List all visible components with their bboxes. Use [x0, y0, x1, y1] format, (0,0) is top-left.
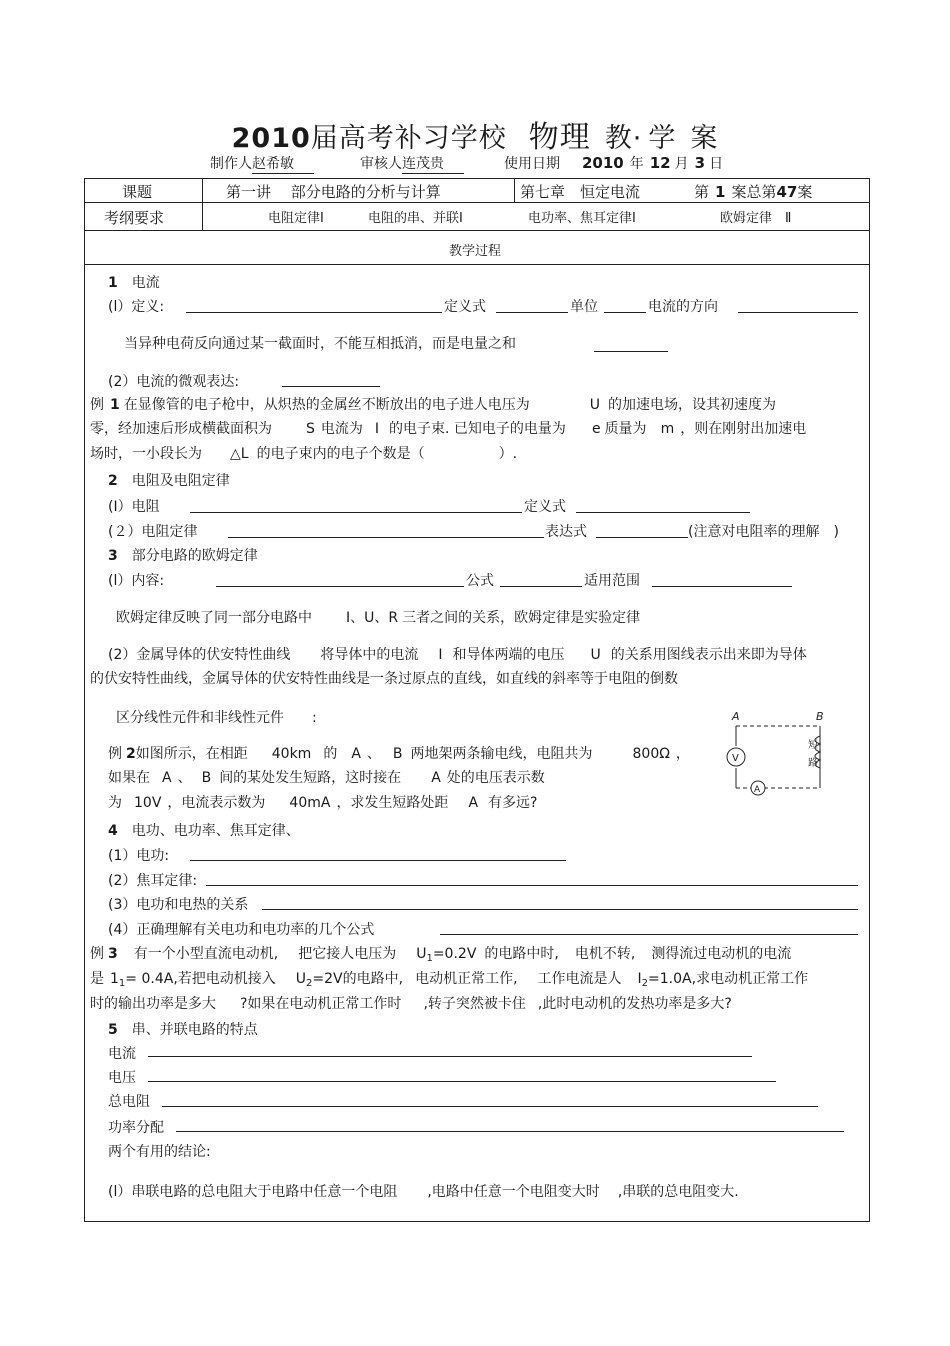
- section-4-heading: 4 电功、电功率、焦耳定律、: [108, 823, 300, 839]
- topic-label: 课题: [122, 183, 153, 201]
- lesson-number: 第 1 案总第47案: [694, 183, 813, 201]
- example-2-line-2: 如果在 A 、 B 间的某处发生短路，这时接在 A 处的电压表示数: [108, 770, 545, 786]
- ohm-content-label: (l）内容:: [108, 573, 165, 589]
- requirements-label: 考纲要求: [104, 209, 165, 227]
- unit-label: 单位: [570, 299, 598, 315]
- document-title: 2010届高考补习学校 物理 教· 学 案: [231, 120, 719, 155]
- point-a-label: A: [732, 710, 740, 723]
- micro-label: (2）电流的微观表达:: [108, 374, 240, 390]
- ohm-formula-label: 公式: [466, 573, 494, 589]
- process-label: 教学过程: [448, 244, 501, 259]
- direction-label: 电流的方向: [648, 299, 718, 315]
- example-1-line-2: 零，经加速后形成横截面积为 S 电流为 I 的电子束. 已知电子的电量为 e 质量为 m ，则在刚射出加速电: [90, 421, 807, 437]
- va-curve-line-1: (2）金属导体的伏安特性曲线 将导体中的电流 I 和导体两端的电压 U 的关系用图线表示出来即为导体: [108, 647, 807, 663]
- ohm-range-label: 适用范围: [584, 573, 640, 589]
- example-1-line-1: 例 1 在显像管的电子枪中，从炽热的金属丝不断放出的电子进人电压为 U 的加速电场，设其初速度为: [90, 397, 776, 413]
- requirement-item: 电阻定律Ⅰ: [268, 211, 324, 226]
- svg-text:短: 短: [808, 740, 818, 751]
- total-resistance-label: 总电阻: [108, 1094, 150, 1110]
- va-curve-line-2: 的伏安特性曲线，金属导体的伏安特性曲线是一条过原点的直线，如直线的斜率等于电阻的倒数: [90, 671, 678, 687]
- requirement-item: 电功率、焦耳定律Ⅰ: [528, 211, 636, 226]
- svg-text:V: V: [732, 753, 739, 764]
- ohm-note: 欧姆定律反映了同一部分电路中 I、U、R 三者之间的关系，欧姆定律是实验定律: [116, 610, 641, 626]
- requirement-item: 欧姆定律 Ⅱ: [720, 211, 792, 226]
- series-current-label: 电流: [108, 1046, 136, 1062]
- section-3-heading: 3 部分电路的欧姆定律: [108, 548, 258, 564]
- resistivity-note: (注意对电阻率的理解 ): [688, 524, 839, 540]
- topic-value: 第一讲 部分电路的分析与计算: [226, 183, 441, 201]
- chapter-value: 第七章 恒定电流: [520, 183, 641, 201]
- section-2-heading: 2 电阻及电阻定律: [108, 473, 230, 489]
- example-3-line-1: 例 3 有一个小型直流电动机, 把它接人电压为 $U_1=0.2V$ 的电路中时, 电机不转, 测得流过电动机的电流: [90, 946, 792, 964]
- linear-elements: 区分线性元件和非线性元件 :: [116, 710, 317, 726]
- formula-label: 定义式: [444, 299, 486, 315]
- example-2-line-1: 例 2如图所示，在相距 40km 的 A 、 B 两地架两条输电线，电阻共为 800Ω ，: [108, 746, 690, 762]
- circuit-diagram: [720, 706, 840, 798]
- work-label: (1）电功:: [108, 848, 170, 864]
- formulas-label: (4）正确理解有关电功和电功率的几个公式: [108, 922, 375, 938]
- section-5-heading: 5 串、并联电路的特点: [108, 1022, 258, 1038]
- reviewer-line: 审核人连茂贵: [360, 153, 464, 174]
- power-distribution-label: 功率分配: [108, 1120, 164, 1136]
- example-3-line-3: 时的输出功率是多大 ?如果在电动机正常工作时 ,转子突然被卡住 ,此时电动机的发热功率是多大?: [90, 996, 732, 1012]
- conclusions-label: 两个有用的结论:: [108, 1144, 211, 1160]
- joule-label: (2）焦耳定律:: [108, 873, 198, 889]
- conclusion-1: (l）串联电路的总电阻大于电路中任意一个电阻 ,电路中任意一个电阻变大时 ,串联的总电阻变大.: [108, 1184, 739, 1200]
- example-1-line-3: 场时，一小段长为 △L 的电子束内的电子个数是（ ）.: [90, 446, 518, 462]
- svg-text:路: 路: [808, 758, 818, 769]
- definition-label: (l）定义:: [108, 299, 165, 315]
- current-note: 当异种电荷反向通过某一截面时，不能互相抵消，而是电量之和: [124, 336, 516, 352]
- example-3-line-2: 是 $1_1= 0.4A$,若把电动机接入 $U_2=2V$的电路中, 电动机正常工作, 工作电流是人 $I_2=1.0A$,求电动机正常工作: [90, 971, 809, 989]
- svg-text:A: A: [754, 785, 761, 795]
- author-line: 制作人赵希敏: [210, 153, 314, 174]
- example-2-line-3: 为 10V ，电流表示数为 40mA ，求发生短路处距 A 有多远?: [108, 795, 538, 811]
- requirement-item: 电阻的串、并联Ⅰ: [368, 211, 463, 226]
- resistance-law-label: (２）电阻定律: [108, 524, 198, 540]
- date-line: 使用日期 2010 年 12 月 3 日: [504, 154, 724, 172]
- resistance-formula-label: 定义式: [524, 499, 566, 515]
- section-1-heading: 1 电流: [108, 275, 160, 291]
- resistance-label: (Ⅰ）电阻: [108, 499, 160, 515]
- work-heat-label: (3）电功和电热的关系: [108, 897, 249, 913]
- series-voltage-label: 电压: [108, 1070, 136, 1086]
- point-b-label: B: [816, 710, 824, 723]
- expression-label: 表达式: [545, 524, 587, 540]
